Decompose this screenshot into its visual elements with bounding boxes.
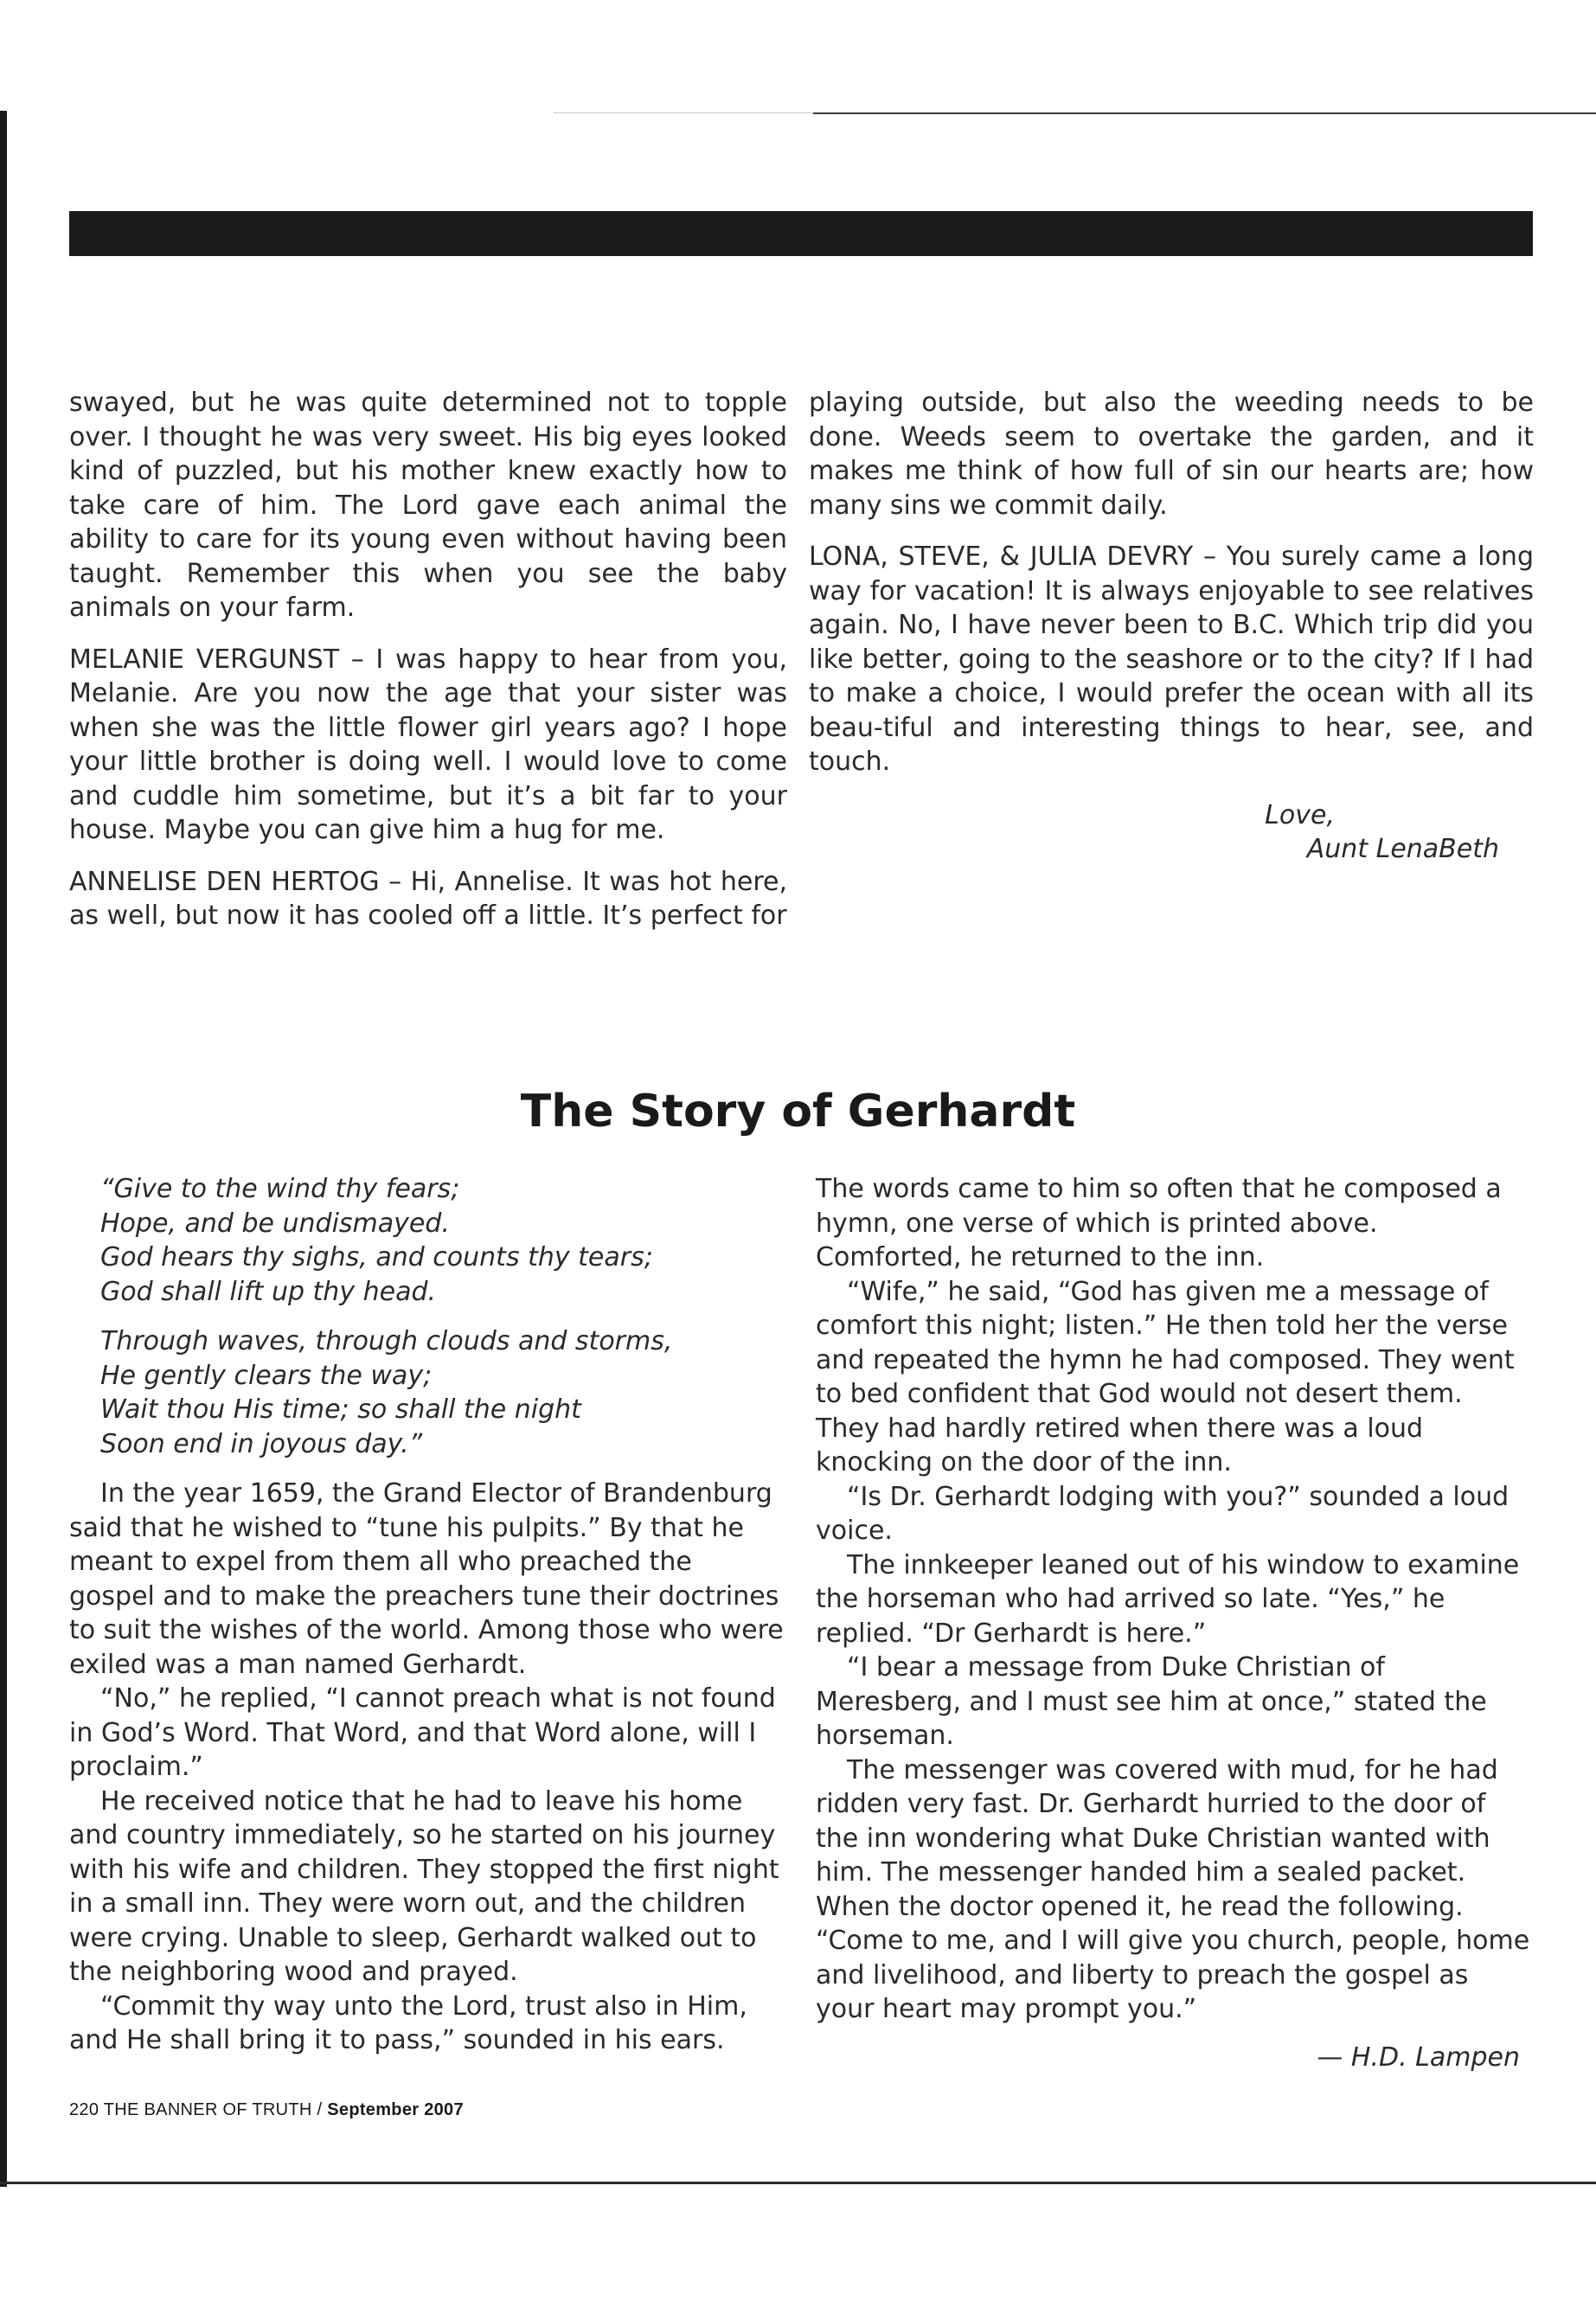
- letters-right-column: [809, 386, 1534, 867]
- letter-paragraph: playing outside, but also the weeding needs to be done. Weeds seem to overtake the garden, and it makes me think of how full of sin our hearts are; how many sins we commit daily.: [809, 388, 1534, 521]
- top-rule-faint: [554, 112, 813, 113]
- poem-line: God shall lift up thy head.: [100, 1276, 437, 1307]
- page-footer: [69, 2100, 464, 2120]
- letter-annelise-den-hertog: ANNELISE DEN HERTOG – Hi, Annelise. It was hot here, as well, but now it has cooled off a little. It’s perfect for: [69, 866, 787, 931]
- story-title: The Story of Gerhardt: [520, 1086, 1076, 1138]
- poem-line: Soon end in joyous day.”: [100, 1428, 423, 1459]
- hymn-poem: [69, 1172, 784, 1461]
- letter-signoff: [809, 798, 1534, 867]
- issue-date: September 2007: [327, 2100, 464, 2119]
- poem-line: “Give to the wind thy fears;: [100, 1174, 460, 1204]
- poem-line: Through waves, through clouds and storms,: [100, 1326, 673, 1356]
- left-margin-rule: [0, 111, 7, 2187]
- poem-line: Hope, and be undismayed.: [100, 1208, 450, 1239]
- story-right-column: [816, 1172, 1530, 2074]
- footer-separator: /: [317, 2100, 323, 2119]
- letter-melanie-vergunst: MELANIE VERGUNST – I was happy to hear from you, Melanie. Are you now the age that your sister was when she was the little flower girl years ago? I hope your little brother is doing well. I would love to come and cuddle him sometime, but it’s a bit far to your house. Maybe you can give him a hug for me.: [69, 644, 787, 845]
- signoff-closing: Love,: [1265, 799, 1335, 830]
- publication-name: THE BANNER OF TRUTH: [103, 2100, 312, 2119]
- poem-line: God hears thy sighs, and counts thy tears;: [100, 1242, 653, 1272]
- top-rule: [813, 112, 1596, 114]
- letter-lona-steve-julia-devry: LONA, STEVE, & JULIA DEVRY – You surely came a long way for vacation! It is always enjoyable to see relatives again. No, I have never been to B.C. Which trip did you like better, going to the seashore or to the city? If I had to make a choice, I would prefer the ocean with all its beau-tiful and interesting things to hear, see, and touch.: [809, 542, 1534, 777]
- story-paragraph: “No,” he replied, “I cannot preach what is not found in God’s Word. That Word, and that Word alone, will I proclaim.”: [69, 1683, 776, 1782]
- story-paragraph: “Wife,” he said, “God has given me a message of comfort this night; listen.” He then told her the verse and repeated the hymn he had composed. They went to bed confident that God would not desert them. They had hardly retired when there was a loud knocking on the door of the inn.: [816, 1276, 1515, 1477]
- letters-left-column: [69, 386, 787, 933]
- header-black-band: [69, 211, 1533, 256]
- poem-line: He gently clears the way;: [100, 1360, 433, 1391]
- story-paragraph: “Commit thy way unto the Lord, trust also in Him, and He shall bring it to pass,” sounded in his ears.: [69, 1990, 747, 2055]
- signoff-name: Aunt LenaBeth: [1306, 834, 1499, 864]
- story-paragraph: He received notice that he had to leave his home and country immediately, so he started on his journey with his wife and children. They stopped the first night in a small inn. They were worn out, and the children were crying. Unable to sleep, Gerhardt walked out to the neighboring wood and prayed.: [69, 1785, 779, 1987]
- page-number: 220: [69, 2100, 99, 2119]
- story-paragraph: The words came to him so often that he composed a hymn, one verse of which is printed above. Comforted, he returned to the inn.: [816, 1174, 1502, 1272]
- story-paragraph: “I bear a message from Duke Christian of Meresberg, and I must see him at once,” stated the horseman.: [816, 1652, 1487, 1751]
- bottom-rule: [0, 2182, 1596, 2184]
- story-paragraph: In the year 1659, the Grand Elector of Brandenburg said that he wished to “tune his pulpits.” By that he meant to expel from them all who preached the gospel and to make the preachers tune their doctrines to suit the wishes of the world. Among those who were exiled was a man named Gerhardt.: [69, 1478, 784, 1680]
- story-attribution: — H.D. Lampen: [1317, 2041, 1520, 2073]
- story-left-column: [69, 1172, 784, 2058]
- letter-paragraph: swayed, but he was quite determined not to topple over. I thought he was very sweet. His big eyes looked kind of puzzled, but his mother knew exactly how to take care of him. The Lord gave each animal the ability to care for its young even without having been taught. Remember this when you see the baby animals on your farm.: [69, 388, 787, 623]
- story-paragraph: “Is Dr. Gerhardt lodging with you?” sounded a loud voice.: [816, 1481, 1509, 1546]
- story-paragraph: The messenger was covered with mud, for he had ridden very fast. Dr. Gerhardt hurried to the door of the inn wondering what Duke Christian wanted with him. The messenger handed him a sealed packet. When the doctor opened it, he read the following. “Come to me, and I will give you church, people, home and livelihood, and liberty to preach the gospel as your heart may prompt you.”: [816, 1754, 1530, 2024]
- poem-line: Wait thou His time; so shall the night: [100, 1394, 581, 1425]
- story-paragraph: The innkeeper leaned out of his window to examine the horseman who had arrived so late. “Yes,” he replied. “Dr Gerhardt is here.”: [816, 1549, 1520, 1649]
